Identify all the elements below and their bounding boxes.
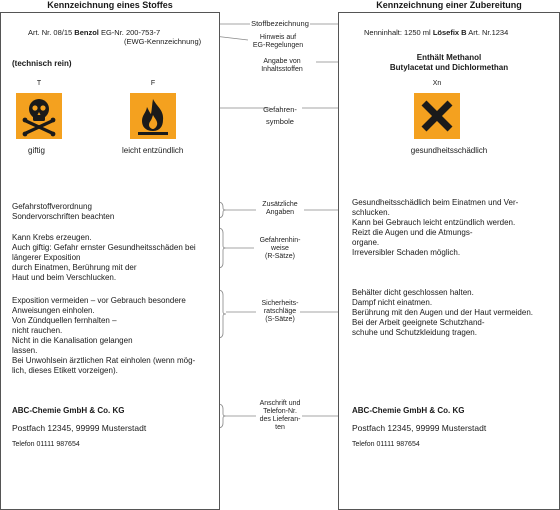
left-r-4: durch Einatmen, Berührung mit der: [12, 263, 137, 272]
left-phone: Telefon 01111 987654: [12, 441, 80, 448]
label-s-sentences-line-3: (S-Sätze): [265, 316, 295, 323]
label-eg-rules: [246, 34, 310, 50]
right-s-1: Behälter dicht geschlossen halten.: [352, 288, 474, 297]
purity-label: (technisch rein): [12, 59, 72, 68]
right-r-6: Irreversibler Schaden möglich.: [352, 248, 461, 257]
label-r-sentences-line-2: weise: [271, 245, 289, 252]
label-ingredients: [250, 58, 314, 74]
label-hazard-symbols-line-1: Gefahren-: [263, 105, 297, 114]
left-s-5: Nicht in die Kanalisation gelangen: [12, 336, 133, 345]
right-s-3: Berührung mit den Augen und der Haut vermeiden.: [352, 308, 534, 317]
right-r-1: Gesundheitsschädlich beim Einatmen und Ver-: [352, 198, 519, 207]
label-r-sentences-line-1: Gefahrenhin-: [259, 237, 301, 244]
label-eg-rules-line-2: EG-Regelungen: [252, 42, 304, 49]
symbol-label-gesundheitsschaedlich: gesundheitsschädlich: [410, 146, 488, 155]
left-s-2: Anweisungen einholen.: [12, 306, 95, 315]
right-header: Kennzeichnung einer Zubereitung: [376, 0, 522, 10]
right-address: Postfach 12345, 99999 Musterstadt: [352, 423, 487, 433]
left-s-3: Von Zündquellen fernhalten –: [12, 316, 117, 325]
ewg-label: (EWG-Kennzeichnung): [124, 37, 202, 46]
left-s-4: nicht rauchen.: [12, 326, 63, 335]
right-content-line: [364, 28, 508, 38]
right-s-2: Dampf nicht einatmen.: [352, 298, 433, 307]
flame-icon: [130, 93, 176, 139]
label-supplier-line-3: des Lieferan-: [259, 416, 301, 423]
saltire-cross-icon: [414, 93, 460, 139]
label-ingredients-line-2: Inhaltsstoffen: [261, 66, 303, 73]
substance-name: Benzol: [74, 28, 99, 37]
ingredients-1: Enthält Methanol: [416, 53, 482, 62]
ingredients-2: Butylacetat und Dichlormethan: [389, 63, 509, 72]
left-r-5: Haut und beim Verschlucken.: [12, 273, 117, 282]
left-additional-1: Gefahrstoffverordnung: [12, 202, 92, 211]
left-header: Kennzeichnung eines Stoffes: [47, 0, 173, 10]
label-hazard-symbols-line-2: symbole: [266, 117, 294, 126]
right-phone: Telefon 01111 987654: [352, 441, 420, 448]
right-r-4: Reizt die Augen und die Atmungs-: [352, 228, 473, 237]
label-r-sentences-line-3: (R-Sätze): [265, 253, 295, 260]
label-supplier-line-2: Telefon-Nr.: [263, 408, 297, 415]
label-additional-info: [250, 201, 310, 217]
right-company: ABC-Chemie GmbH & Co. KG: [352, 406, 465, 415]
label-hazard-symbols: [250, 104, 310, 128]
label-substance-designation: Stoffbezeichnung: [251, 19, 309, 28]
label-additional-info-line-1: Zusätzliche: [262, 201, 298, 208]
right-article-number: Art. Nr.1234: [468, 28, 509, 37]
right-s-4: Bei der Arbeit geeignete Schutzhand-: [352, 318, 485, 327]
right-r-3: Kann bei Gebrauch leicht entzündlich werden.: [352, 218, 516, 227]
left-s-7: Bei Unwohlsein ärztlichen Rat einholen (wenn mög-: [12, 356, 196, 365]
left-r-3: längerer Exposition: [12, 253, 81, 262]
label-r-sentences: [250, 237, 310, 261]
label-s-sentences-line-2: ratschläge: [263, 308, 297, 315]
product-name: Lösefix B: [432, 28, 467, 37]
left-s-1: Exposition vermeiden – vor Gebrauch besondere: [12, 296, 186, 305]
left-address: Postfach 12345, 99999 Musterstadt: [12, 423, 147, 433]
article-number: Art. Nr. 08/15: [28, 28, 73, 37]
label-supplier-line-1: Anschrift und: [259, 400, 301, 407]
label-supplier: [250, 400, 310, 432]
nominal-content: Nenninhalt: 1250 ml: [364, 28, 431, 37]
label-eg-rules-line-1: Hinweis auf: [259, 34, 297, 41]
label-supplier-line-4: ten: [275, 424, 285, 431]
symbol-code-xn: Xn: [432, 80, 442, 87]
skull-crossbones-icon: [16, 93, 62, 139]
right-r-5: organe.: [352, 238, 380, 247]
symbol-code-f: F: [150, 80, 156, 87]
left-s-6: lassen.: [12, 346, 38, 355]
left-additional-2: Sondervorschriften beachten: [12, 212, 115, 221]
left-r-1: Kann Krebs erzeugen.: [12, 233, 92, 242]
label-additional-info-line-2: Angaben: [265, 209, 295, 216]
left-s-8: lich, dieses Etikett vorzeigen).: [12, 366, 118, 375]
eg-number: EG-Nr. 200-753-7: [100, 28, 161, 37]
symbol-code-t: T: [36, 80, 42, 87]
symbol-label-giftig: giftig: [28, 146, 45, 155]
right-r-2: schlucken.: [352, 208, 390, 217]
label-s-sentences-line-1: Sicherheits-: [261, 300, 299, 307]
right-s-5: schuhe und Schutzkleidung tragen.: [352, 328, 477, 337]
left-r-2: Auch giftig: Gefahr ernster Gesundheitsschäden bei: [12, 243, 196, 252]
left-company: ABC-Chemie GmbH & Co. KG: [12, 406, 125, 415]
symbol-label-entzuendlich: leicht entzündlich: [122, 146, 184, 155]
label-ingredients-line-1: Angabe von: [263, 58, 301, 65]
label-s-sentences: [250, 300, 310, 324]
